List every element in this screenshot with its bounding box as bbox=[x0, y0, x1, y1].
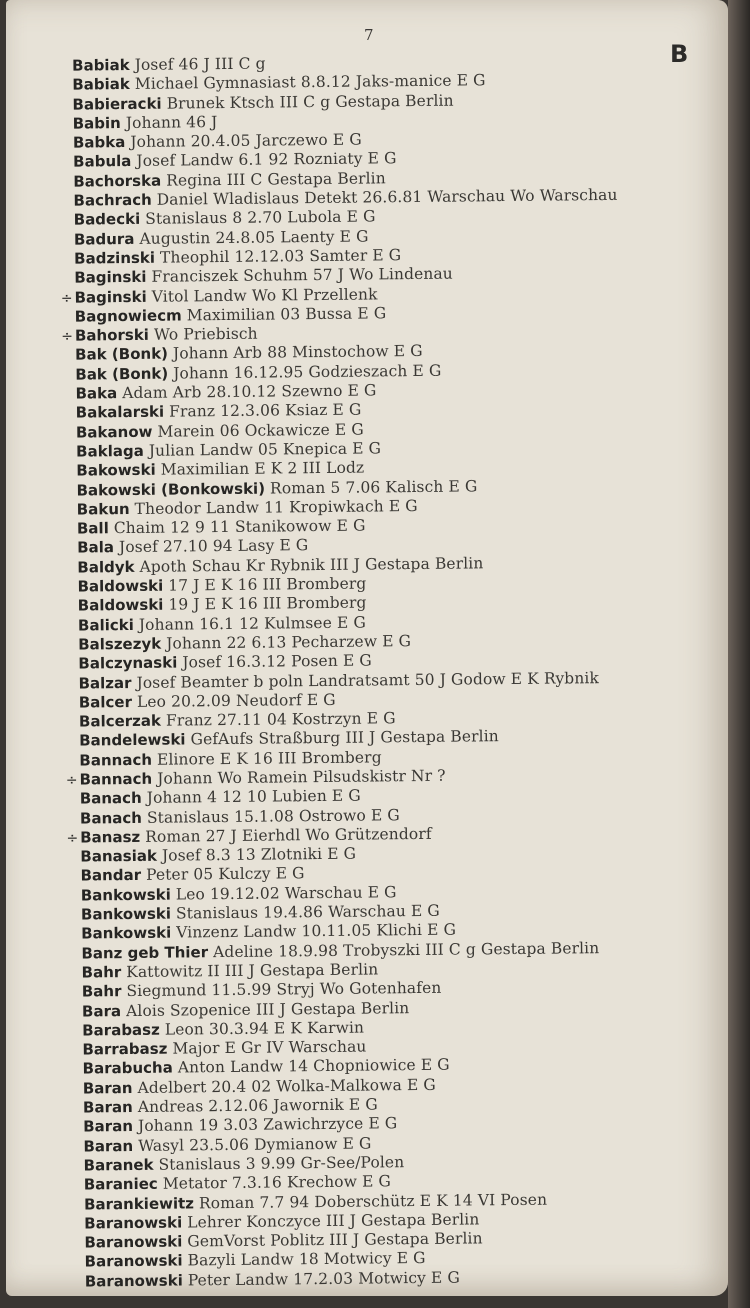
entry-details: Apoth Schau Kr Rybnik III J Gestapa Berlin bbox=[139, 554, 484, 576]
entry-surname: Baginski bbox=[74, 287, 147, 307]
entry-surname: Babin bbox=[72, 113, 121, 133]
entry-details: Adam Arb 28.10.12 Szewno E G bbox=[122, 381, 377, 403]
entry-details: Leo 19.12.02 Warschau E G bbox=[175, 882, 397, 904]
entry-surname: Baldowski bbox=[77, 595, 164, 615]
entry-surname: Baran bbox=[83, 1117, 134, 1136]
entry-surname: Baran bbox=[82, 1078, 133, 1098]
entry-details: Leon 30.3.94 E K Karwin bbox=[164, 1018, 365, 1039]
entry-details: Josef 16.3.12 Posen E G bbox=[182, 651, 372, 672]
entry-surname: Baldowski bbox=[77, 576, 164, 596]
entry-details: Franz 27.11 04 Kostrzyn E G bbox=[165, 709, 396, 730]
book-spine bbox=[728, 0, 750, 1308]
entry-details: Daniel Wladislaus Detekt 26.6.81 Warschau Wo Warschau bbox=[156, 185, 618, 209]
entry-details: Andreas 2.12.06 Jawornik E G bbox=[137, 1095, 378, 1116]
entry-surname: Badecki bbox=[73, 210, 141, 229]
entry-surname: Baranowski bbox=[84, 1251, 183, 1271]
entry-details: Maximilian E K 2 III Lodz bbox=[160, 458, 365, 479]
entry-details: Kattowitz II III J Gestapa Berlin bbox=[126, 960, 379, 982]
entry-surname: Barrabasz bbox=[82, 1039, 168, 1059]
entry-details: Vinzenz Landw 10.11.05 Klichi E G bbox=[176, 920, 457, 942]
entry-surname: Badzinski bbox=[74, 248, 156, 268]
entry-details: 19 J E K 16 III Bromberg bbox=[168, 593, 367, 614]
entry-surname: Baran bbox=[82, 1098, 133, 1117]
entry-surname: Balzar bbox=[78, 673, 132, 693]
entry-details: Johann 20.4.05 Jarczewo E G bbox=[130, 130, 362, 152]
entry-details: Josef 8.3 13 Zlotniki E G bbox=[161, 844, 357, 865]
entry-details: Julian Landw 05 Knepica E G bbox=[148, 439, 382, 460]
entry-details: Roman 7.7 94 Doberschütz E K 14 VI Posen bbox=[198, 1190, 548, 1212]
entry-surname: Balicki bbox=[77, 615, 134, 635]
entry-details: Johann 4 12 10 Lubien E G bbox=[146, 786, 361, 808]
entry-surname: Bala bbox=[77, 538, 115, 557]
entry-surname: Bakowski (Bonkowski) bbox=[76, 479, 266, 500]
entry-surname: Bannach bbox=[79, 750, 153, 770]
entry-surname: Ball bbox=[76, 519, 109, 538]
entry-surname: Banasz bbox=[80, 827, 141, 847]
entry-surname: Baka bbox=[75, 384, 118, 403]
entry-details: Regina III C Gestapa Berlin bbox=[166, 169, 386, 190]
document-page bbox=[6, 0, 728, 1296]
entry-details: Roman 5 7.06 Kalisch E G bbox=[269, 476, 478, 498]
entry-details: Johann Arb 88 Minstochow E G bbox=[172, 342, 423, 363]
entry-details: Augustin 24.8.05 Laenty E G bbox=[139, 227, 369, 248]
entry-details: Adeline 18.9.98 Trobyszki III C g Gestapa Berlin bbox=[212, 938, 600, 961]
entry-surname: Barabasz bbox=[82, 1020, 160, 1040]
entry-details: Franciszek Schuhm 57 J Wo Lindenau bbox=[151, 264, 453, 287]
entry-details: Stanislaus 8 2.70 Lubola E G bbox=[145, 207, 376, 229]
entry-surname: Baranowski bbox=[84, 1232, 183, 1252]
entry-surname: Baraniec bbox=[83, 1174, 158, 1194]
entry-surname: Bankowski bbox=[80, 904, 172, 924]
entry-surname: Babula bbox=[73, 152, 132, 172]
entry-surname: Baranowski bbox=[84, 1271, 183, 1291]
entry-surname: Baran bbox=[83, 1136, 134, 1156]
entry-details: Josef Landw 6.1 92 Rozniaty E G bbox=[136, 149, 397, 171]
entry-surname: Banach bbox=[79, 789, 142, 808]
entry-surname: Babka bbox=[72, 133, 126, 152]
entry-surname: Babiak bbox=[72, 75, 130, 94]
entry-surname: Bannach bbox=[79, 769, 153, 789]
entry-surname: Baranek bbox=[83, 1155, 154, 1175]
entry-details: Alois Szopenice III J Gestapa Berlin bbox=[125, 998, 410, 1020]
page-number: 7 bbox=[364, 26, 374, 44]
entry-surname: Baldyk bbox=[77, 557, 135, 577]
entry-surname: Bakowski bbox=[76, 460, 156, 480]
entry-details: Johann 16.1 12 Kulmsee E G bbox=[138, 613, 366, 634]
entry-surname: Bachorska bbox=[73, 171, 162, 191]
entry-surname: Bara bbox=[81, 1001, 122, 1021]
entry-details: Leo 20.2.09 Neudorf E G bbox=[136, 690, 336, 711]
deletion-mark: ÷ bbox=[60, 290, 73, 307]
entry-details: Brunek Ktsch III C g Gestapa Berlin bbox=[166, 91, 454, 113]
entry-surname: Bahr bbox=[81, 963, 122, 982]
entry-details: Wo Priebisch bbox=[153, 324, 258, 344]
entry-details: Johann 16.12.95 Godzieszach E G bbox=[173, 361, 442, 383]
entry-details: Stanislaus 3 9.99 Gr-See/Polen bbox=[158, 1153, 405, 1174]
entry-surname: Bankowski bbox=[80, 885, 171, 905]
deletion-mark: ÷ bbox=[61, 328, 74, 345]
entry-details: Vitol Landw Wo Kl Przellenk bbox=[151, 284, 378, 306]
entry-surname: Bahr bbox=[81, 982, 122, 1001]
entry-surname: Bak (Bonk) bbox=[75, 364, 169, 384]
entry-details: Anton Landw 14 Chopniowice E G bbox=[177, 1056, 450, 1077]
entry-surname: Babiak bbox=[71, 55, 130, 75]
entry-surname: Balczynaski bbox=[78, 653, 178, 673]
entry-details: Maximilian 03 Bussa E G bbox=[186, 304, 387, 325]
section-letter: B bbox=[670, 40, 689, 68]
entry-surname: Baginski bbox=[74, 268, 147, 287]
entry-surname: Badura bbox=[73, 229, 135, 249]
entry-surname: Bak (Bonk) bbox=[75, 345, 169, 365]
entry-surname: Barabucha bbox=[82, 1059, 173, 1078]
entry-details: Wasyl 23.5.06 Dymianow E G bbox=[138, 1134, 372, 1155]
entry-details: Theophil 12.12.03 Samter E G bbox=[159, 246, 402, 267]
deletion-mark: ÷ bbox=[66, 830, 79, 847]
entry-surname: Bagnowiecm bbox=[74, 306, 182, 326]
entry-surname: Balcer bbox=[78, 692, 133, 712]
entry-surname: Banz geb Thier bbox=[81, 942, 209, 963]
entry-details: Johann 19 3.03 Zawichrzyce E G bbox=[137, 1114, 398, 1136]
entry-surname: Balszezyk bbox=[78, 634, 162, 654]
entry-details: Major E Gr IV Warschau bbox=[172, 1037, 367, 1058]
entry-details: Stanislaus 19.4.86 Warschau E G bbox=[175, 901, 440, 923]
entry-details: Marein 06 Ockawicze E G bbox=[157, 420, 364, 441]
entry-details: Siegmund 11.5.99 Stryj Wo Gotenhafen bbox=[126, 979, 442, 1001]
entry-surname: Barankiewitz bbox=[83, 1193, 195, 1214]
entry-details: Theodor Landw 11 Kropiwkach E G bbox=[134, 496, 418, 518]
entry-surname: Bandelewski bbox=[79, 730, 186, 750]
entry-details: Johann 22 6.13 Pecharzew E G bbox=[166, 631, 412, 653]
entry-surname: Bahorski bbox=[74, 325, 149, 345]
entry-surname: Balcerzak bbox=[78, 711, 162, 731]
entry-details: Stanislaus 15.1.08 Ostrowo E G bbox=[146, 805, 400, 827]
entry-details: Roman 27 J Eierhdl Wo Grützendorf bbox=[145, 824, 432, 846]
entry-list bbox=[32, 50, 725, 1292]
entry-details: Johann 46 J bbox=[125, 112, 218, 132]
entry-details: Peter Landw 17.2.03 Motwicy E G bbox=[187, 1268, 460, 1290]
entry-details: Elinore E K 16 III Bromberg bbox=[156, 748, 382, 769]
entry-surname: Baklaga bbox=[76, 441, 144, 461]
entry-details: Josef 27.10 94 Lasy E G bbox=[118, 536, 309, 557]
entry-surname: Bandar bbox=[80, 866, 142, 886]
entry-surname: Babieracki bbox=[72, 94, 162, 114]
entry-details: Michael Gymnasiast 8.8.12 Jaks-manice E G bbox=[134, 71, 486, 94]
entry-surname: Bakalarski bbox=[75, 402, 165, 422]
entry-surname: Bankowski bbox=[81, 923, 172, 943]
entry-details: Peter 05 Kulczy E G bbox=[145, 864, 305, 885]
entry-surname: Banach bbox=[79, 808, 143, 828]
entry-details: Chaim 12 9 11 Stanikowow E G bbox=[113, 516, 366, 538]
entry-details: GemVorst Poblitz III J Gestapa Berlin bbox=[187, 1229, 483, 1251]
entry-surname: Banasiak bbox=[80, 846, 157, 866]
entry-details: Bazyli Landw 18 Motwicy E G bbox=[187, 1249, 426, 1270]
entry-details: Josef Beamter b poln Landratsamt 50 J Godow E K Rybnik bbox=[136, 668, 600, 692]
entry-details: Josef 46 J III C g bbox=[134, 54, 266, 74]
entry-surname: Bachrach bbox=[73, 190, 152, 210]
entry-details: Metator 7.3.16 Krechow E G bbox=[162, 1172, 392, 1193]
entry-details: 17 J E K 16 III Bromberg bbox=[168, 574, 367, 595]
entry-details: Franz 12.3.06 Ksiaz E G bbox=[168, 400, 362, 421]
entry-details: GefAufs Straßburg III J Gestapa Berlin bbox=[190, 727, 499, 749]
entry-details: Johann Wo Ramein Pilsudskistr Nr ? bbox=[157, 766, 446, 788]
entry-details: Lehrer Konczyce III J Gestapa Berlin bbox=[187, 1210, 480, 1232]
entry-surname: Baranowski bbox=[84, 1213, 183, 1233]
entry-surname: Bakanow bbox=[75, 422, 153, 442]
deletion-mark: ÷ bbox=[65, 772, 78, 789]
entry-surname: Bakun bbox=[76, 499, 130, 519]
entry-details: Adelbert 20.4 02 Wolka-Malkowa E G bbox=[137, 1075, 436, 1097]
